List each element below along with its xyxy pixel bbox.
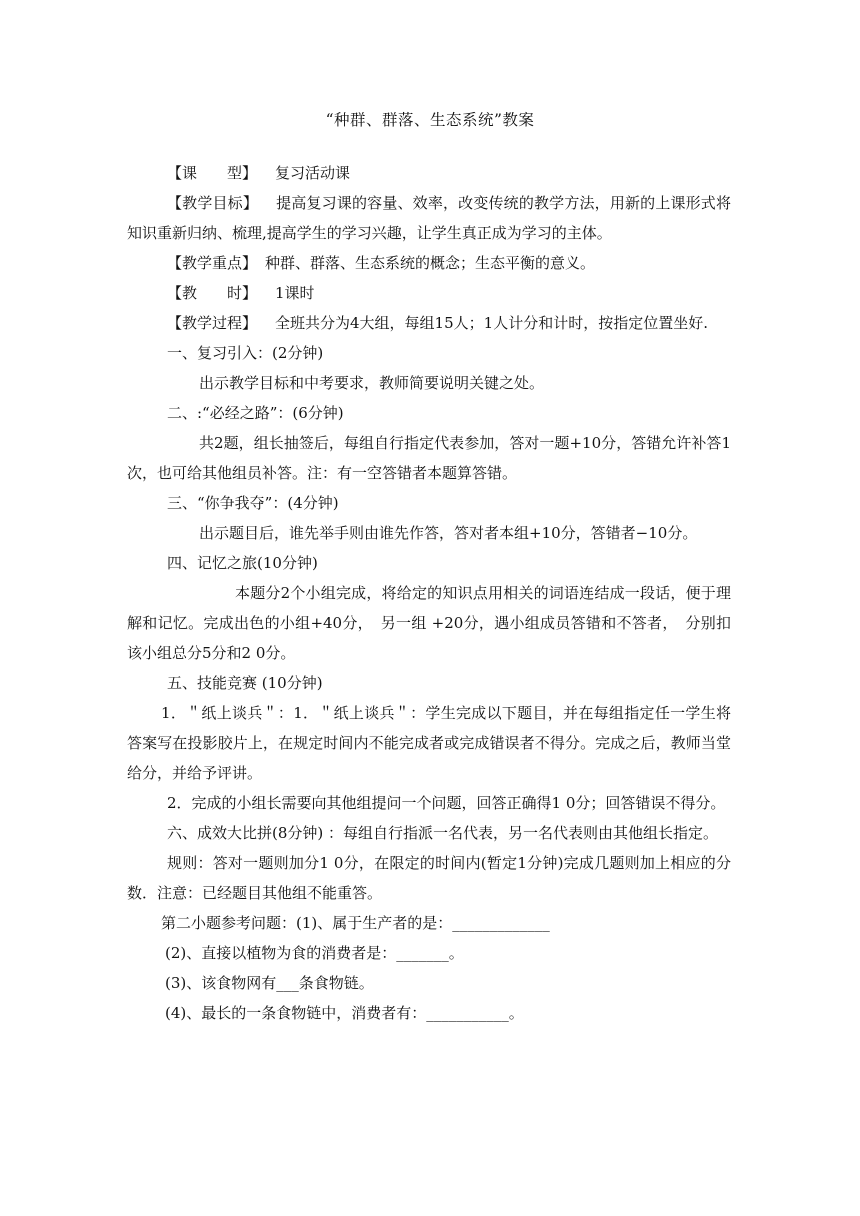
section-text-4: 本题分2个小组完成，将给定的知识点用相关的词语连结成一段话，便于理解和记忆。完成出色的小组+40分， 另一组 +20分，遇小组成员答错和不答者， 分别扣该小组总分5分和2 0分。 xyxy=(127,584,731,662)
rules-paragraph: 规则：答对一题则加分1 0分，在限定的时间内(暂定1分钟)完成几题则加上相应的分数．注意：已经题目其他组不能重答。 xyxy=(127,854,731,902)
reference-question-3: (3)、该食物网有___条食物链。 xyxy=(165,974,374,992)
reference-question-1: 第二小题参考问题：(1)、属于生产者的是：_____________ xyxy=(161,914,550,932)
teaching-process-value: 全班共分为4大组，每组15人；1人计分和计时，按指定位置坐好. xyxy=(275,314,708,332)
teaching-focus-value: 种群、群落、生态系统的概念；生态平衡的意义。 xyxy=(265,254,596,272)
class-hours-value: 1课时 xyxy=(275,284,315,302)
section-heading-1: 一、复习引入：(2分钟) xyxy=(167,344,324,362)
section-item-5-1: 1．＂纸上谈兵＂：1．＂纸上谈兵＂：学生完成以下题目，并在每组指定任一学生将答案写在投影胶片上，在规定时间内不能完成者或完成错误者不得分。完成之后，教师当堂给分，并给予评讲。 xyxy=(127,704,731,782)
class-hours-label: 【教 时】 xyxy=(167,284,258,302)
section-text-2: 共2题，组长抽签后，每组自行指定代表参加，答对一题+10分，答错允许补答1次，也可给其他组员补答。注：有一空答错者本题算答错。 xyxy=(127,434,731,482)
reference-question-4: (4)、最长的一条食物链中，消费者有：___________。 xyxy=(165,1004,524,1022)
class-hours-line xyxy=(127,278,731,308)
teaching-goal-label: 【教学目标】 xyxy=(167,194,258,212)
teaching-goal-value: 提高复习课的容量、效率，改变传统的教学方法，用新的上课形式将知识重新归纳、梳理,提高学生的学习兴趣，让学生真正成为学习的主体。 xyxy=(127,194,731,242)
section-text-3: 出示题目后，谁先举手则由谁先作答，答对者本组+10分，答错者−10分。 xyxy=(199,524,698,542)
lesson-type-value: 复习活动课 xyxy=(275,164,351,182)
document-title: “种群、群落、生态系统”教案 xyxy=(325,111,535,129)
section-heading-4: 四、记忆之旅(10分钟) xyxy=(167,554,318,572)
section-heading-6: 六、成效大比拼(8分钟) ：每组自行指派一名代表，另一名代表则由其他组长指定。 xyxy=(167,824,719,842)
teaching-goal-paragraph xyxy=(127,188,731,248)
lesson-type-line xyxy=(127,158,731,188)
teaching-focus-line xyxy=(127,248,731,278)
reference-question-2: (2)、直接以植物为食的消费者是：_______。 xyxy=(165,944,464,962)
section-item-5-2: 2．完成的小组长需要向其他组提问一个问题，回答正确得1 0分；回答错误不得分。 xyxy=(167,794,726,812)
teaching-process-paragraph xyxy=(127,308,731,338)
document-body xyxy=(127,158,731,1028)
section-heading-5: 五、技能竞赛 (10分钟) xyxy=(167,674,323,692)
teaching-process-label: 【教学过程】 xyxy=(167,314,258,332)
teaching-focus-label: 【教学重点】 xyxy=(167,254,258,272)
section-heading-3: 三、“你争我夺”：(4分钟) xyxy=(167,494,339,512)
lesson-type-label: 【课 型】 xyxy=(167,164,258,182)
section-text-1: 出示教学目标和中考要求，教师简要说明关键之处。 xyxy=(199,374,545,392)
section-heading-2: 二、:“必经之路”：(6分钟) xyxy=(167,404,344,422)
